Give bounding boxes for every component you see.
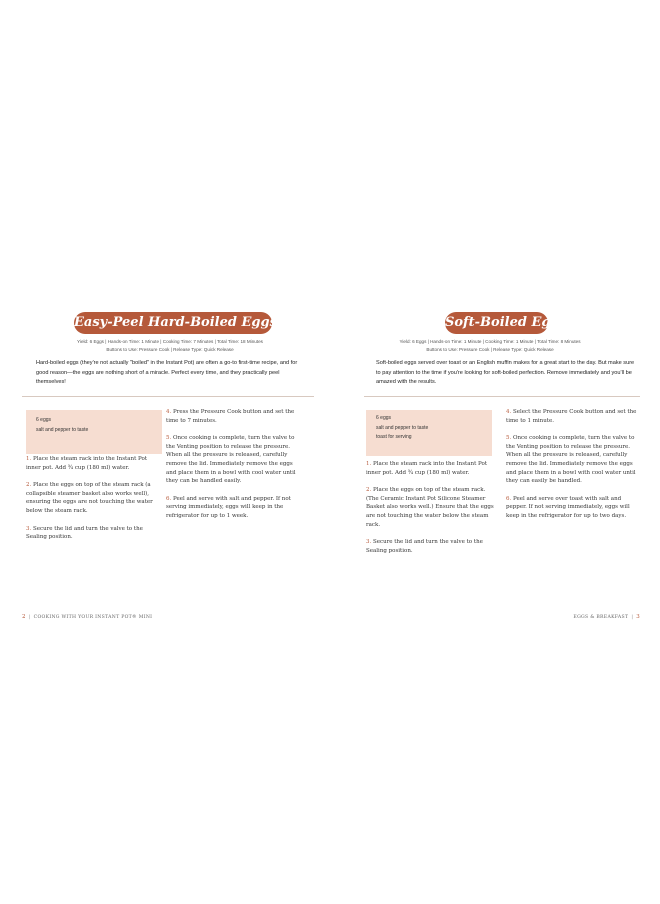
step-text: Once cooking is complete, turn the valve to the Venting position to release the pressure. When all the pressure is released, carefully remove the lid. Immediately remove the eggs and place them in a bowl with cool water until they can easily be handled. bbox=[506, 435, 636, 485]
step-number: 2. bbox=[26, 482, 32, 489]
step-number: 3. bbox=[366, 539, 372, 546]
right-page bbox=[330, 0, 660, 904]
ingredient-item: 6 eggs bbox=[36, 417, 52, 423]
ingredient-item: salt and pepper to taste bbox=[376, 424, 429, 431]
step-text: Secure the lid and turn the valve to the Sealing position. bbox=[26, 525, 143, 541]
step-number: 1. bbox=[26, 456, 32, 462]
step-number: 5. bbox=[166, 435, 172, 442]
recipe-meta bbox=[340, 338, 640, 354]
meta-buttons: Buttons to Use: Pressure Cook | Release Type: Quick Release bbox=[426, 347, 554, 352]
step-text: Select the Pressure Cook button and set the time to 1 minute. bbox=[506, 409, 637, 424]
page-footer: EGGS & BREAKFAST | 3 bbox=[573, 614, 640, 620]
step-number: 2. bbox=[366, 487, 372, 494]
step-item bbox=[506, 434, 640, 486]
steps-column-1 bbox=[26, 455, 162, 551]
step-text: Press the Pressure Cook button and set the time to 7 minutes. bbox=[166, 409, 295, 424]
step-item bbox=[26, 455, 162, 472]
page-footer: 2 | COOKING WITH YOUR INSTANT POT® MINI bbox=[22, 614, 153, 620]
steps-column-1 bbox=[366, 460, 496, 564]
step-number: 6. bbox=[506, 495, 512, 502]
step-item bbox=[26, 481, 162, 515]
step-item bbox=[506, 495, 640, 521]
page-number: 2 bbox=[22, 614, 26, 620]
step-item bbox=[506, 408, 640, 425]
step-text: Place the steam rack into the Instant Pot inner pot. Add ¾ cup (180 ml) water. bbox=[366, 461, 488, 476]
ingredients-box bbox=[366, 410, 492, 456]
step-item bbox=[366, 538, 496, 555]
step-number: 3. bbox=[26, 525, 32, 532]
step-text: Secure the lid and turn the valve to the Sealing position. bbox=[366, 539, 483, 554]
ingredients-box bbox=[26, 410, 162, 454]
running-head: COOKING WITH YOUR INSTANT POT® MINI bbox=[33, 615, 153, 620]
recipe-title: Easy-Peel Hard-Boiled Eggs bbox=[74, 312, 272, 334]
step-item bbox=[166, 408, 300, 425]
step-text: Peel and serve with salt and pepper. If not serving immediately, eggs will keep in the refrigerator for up to 1 week. bbox=[166, 495, 291, 519]
ingredient-item: 6 eggs bbox=[376, 415, 392, 421]
step-item bbox=[366, 486, 496, 529]
steps-column-2 bbox=[166, 408, 300, 530]
meta-times: Yield: 6 Eggs | Hands-on Time: 1 Minute | Cooking Time: 7 Minutes | Total Time: 18 Minutes bbox=[77, 339, 263, 344]
recipe-intro: Hard-boiled eggs (they're not actually "boiled" in the Instant Pot) are often a go-to first-time recipe, and for good reason—the eggs are nothing short of a miracle. Perfect every time, and they practically peel themselves! bbox=[36, 360, 298, 385]
step-item bbox=[366, 460, 496, 477]
divider bbox=[364, 396, 640, 397]
step-text: Place the steam rack into the Instant Pot inner pot. Add ¾ cup (180 ml) water. bbox=[26, 456, 148, 471]
meta-times: Yield: 6 Eggs | Hands-on Time: 1 Minute | Cooking Time: 1 Minute | Total Time: 8 Minutes bbox=[399, 339, 581, 344]
step-item bbox=[166, 434, 300, 486]
step-text: Once cooking is complete, turn the valve to the Venting position to release the pressure. When all the pressure is released, carefully remove the lid. Immediately remove the eggs and place them in a bowl with cool water until they can be handled easily. bbox=[166, 435, 296, 485]
step-text: Place the eggs on top of the steam rack. (The Ceramic Instant Pot Silicone Steamer Basket also works well.) Ensure that the eggs are not touching the water below the steam rack. bbox=[366, 487, 494, 528]
step-item bbox=[26, 525, 162, 542]
step-number: 4. bbox=[506, 409, 512, 415]
page-number: 3 bbox=[636, 614, 640, 620]
running-head: EGGS & BREAKFAST bbox=[573, 615, 629, 620]
step-number: 1. bbox=[366, 461, 372, 467]
steps-column-2 bbox=[506, 408, 640, 530]
step-number: 5. bbox=[506, 435, 512, 442]
recipe-meta bbox=[20, 338, 320, 354]
step-text: Place the eggs on top of the steam rack (a collapsible steamer basket also works well), ensuring the eggs are not touching the water below the steam rack. bbox=[26, 482, 153, 514]
recipe-intro: Soft-boiled eggs served over toast or an English muffin makes for a great start to the day. But make sure to pay attention to the time if you're looking for soft-boiled perfection. Remove immediately and you'll be amazed with the results. bbox=[376, 360, 635, 385]
step-text: Peel and serve over toast with salt and pepper. If not serving immediately, eggs will keep in the refrigerator for up to two days. bbox=[506, 495, 630, 519]
step-number: 4. bbox=[166, 409, 172, 415]
step-number: 6. bbox=[166, 495, 172, 502]
recipe-title: Soft-Boiled Eggs bbox=[445, 312, 548, 334]
step-item bbox=[166, 495, 300, 521]
meta-buttons: Buttons to Use: Pressure Cook | Release Type: Quick Release bbox=[106, 347, 234, 352]
divider bbox=[22, 396, 314, 397]
ingredient-item: salt and pepper to taste bbox=[36, 426, 89, 433]
ingredient-item: toast for serving bbox=[376, 434, 412, 440]
